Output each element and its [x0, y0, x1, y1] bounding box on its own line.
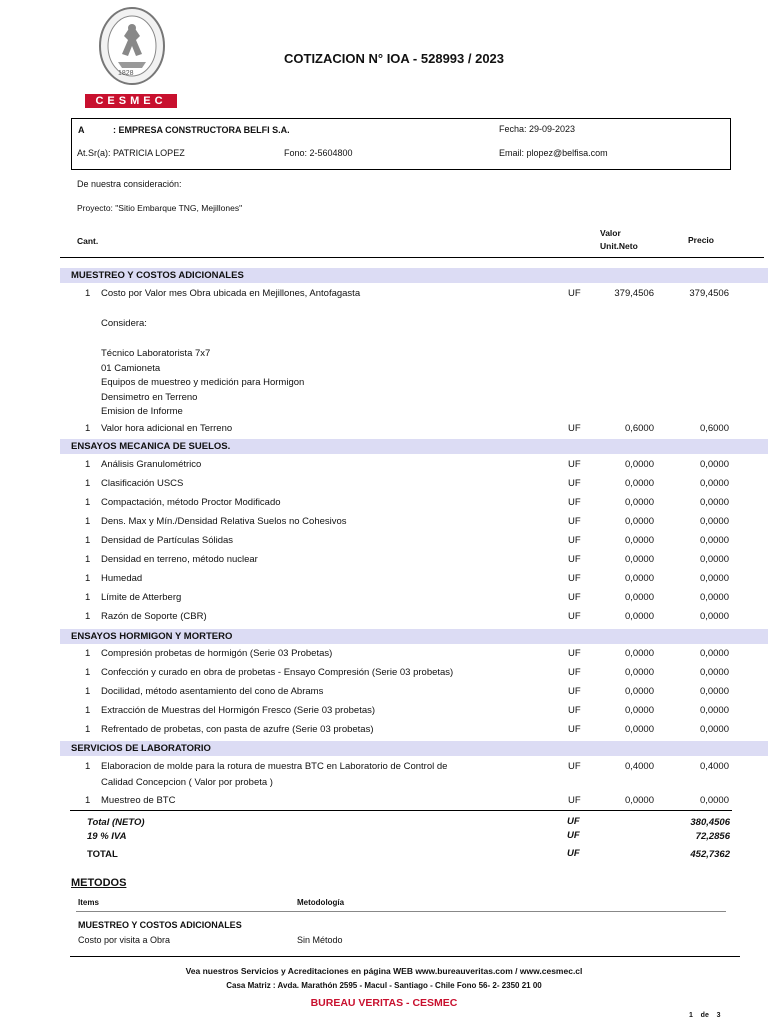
- header-divider: [60, 257, 764, 258]
- total-label: TOTAL: [87, 849, 118, 860]
- table-row: 1 Extracción de Muestras del Hormigón Fresco (Serie 03 probetas) UF 0,0000 0,0000: [85, 705, 729, 716]
- iva-uf: UF: [567, 830, 580, 841]
- table-row: 1 Densidad en terreno, método nuclear UF 0,0000 0,0000: [85, 554, 729, 565]
- metodos-title: METODOS: [71, 877, 127, 889]
- metodos-method: Sin Método: [297, 935, 343, 945]
- client-a-label: A: [78, 125, 85, 135]
- considera-label: Considera:: [101, 318, 147, 329]
- table-row: 1 Razón de Soporte (CBR) UF 0,0000 0,0000: [85, 611, 729, 622]
- table-row: 1 Refrentado de probetas, con pasta de azufre (Serie 03 probetas) UF 0,0000 0,0000: [85, 724, 729, 735]
- client-attn: At.Sr(a): PATRICIA LOPEZ: [77, 148, 185, 158]
- footer-web: Vea nuestros Servicios y Acreditaciones en página WEB www.bureauveritas.com / www.cesmec.cl: [185, 966, 583, 976]
- client-company: : EMPRESA CONSTRUCTORA BELFI S.A.: [113, 125, 290, 135]
- col-precio: Precio: [688, 235, 714, 245]
- iva-value: 72,2856: [695, 831, 730, 842]
- list-item: Técnico Laboratorista 7x7: [101, 348, 211, 359]
- table-row: 1 Costo por Valor mes Obra ubicada en Mejillones, Antofagasta UF 379,4506 379,4506: [85, 288, 729, 299]
- section-muestreo: MUESTREO Y COSTOS ADICIONALES: [60, 268, 768, 283]
- col-unit-neto: Unit.Neto: [600, 241, 638, 251]
- document-title: COTIZACION N° IOA - 528993 / 2023: [284, 51, 505, 66]
- table-row: 1 Compactación, método Proctor Modificado UF 0,0000 0,0000: [85, 497, 729, 508]
- list-item: Equipos de muestreo y medición para Hormigon: [101, 377, 305, 388]
- section-hormigon: ENSAYOS HORMIGON Y MORTERO: [60, 629, 768, 644]
- metodos-item: Costo por visita a Obra: [78, 935, 171, 945]
- table-row: 1 Confección y curado en obra de probetas - Ensayo Compresión (Serie 03 probetas) UF 0,0000 0,0000: [85, 667, 729, 678]
- total-neto-uf: UF: [567, 816, 580, 827]
- metodos-divider: [76, 911, 726, 912]
- table-row: 1 Compresión probetas de hormigón (Serie 03 Probetas) UF 0,0000 0,0000: [85, 648, 729, 659]
- section-laboratorio: SERVICIOS DE LABORATORIO: [60, 741, 768, 756]
- project: Proyecto: "Sitio Embarque TNG, Mejillones": [77, 203, 243, 213]
- footer-address: Casa Matriz : Avda. Marathón 2595 - Macul - Santiago - Chile Fono 56- 2- 2350 21 00: [226, 981, 542, 990]
- quote-date: Fecha: 29-09-2023: [499, 124, 576, 134]
- table-row: 1 Clasificación USCS UF 0,0000 0,0000: [85, 478, 729, 489]
- col-valor: Valor: [600, 228, 621, 238]
- considera-list: [101, 347, 304, 420]
- table-row: 1 Límite de Atterberg UF 0,0000 0,0000: [85, 592, 729, 603]
- page-number: 1 de 3: [689, 1012, 721, 1019]
- cesmec-logo: CESMEC: [85, 94, 177, 108]
- footer-brand: BUREAU VERITAS - CESMEC: [310, 997, 458, 1009]
- list-item: Densimetro en Terreno: [101, 391, 198, 403]
- total-value: 452,7362: [690, 849, 730, 860]
- total-uf: UF: [567, 848, 580, 859]
- metodos-group: MUESTREO Y COSTOS ADICIONALES: [78, 920, 242, 930]
- table-row: 1 Dens. Max y Mín./Densidad Relativa Suelos no Cohesivos UF 0,0000 0,0000: [85, 516, 729, 527]
- metodos-col-metodologia: Metodología: [297, 898, 345, 907]
- table-row: 1 Humedad UF 0,0000 0,0000: [85, 573, 729, 584]
- table-row: 1 Docilidad, método asentamiento del cono de Abrams UF 0,0000 0,0000: [85, 686, 729, 697]
- table-row: 1 Densidad de Partículas Sólidas UF 0,0000 0,0000: [85, 535, 729, 546]
- section-suelos: ENSAYOS MECANICA DE SUELOS.: [60, 439, 768, 454]
- total-neto-value: 380,4506: [690, 817, 730, 828]
- table-row: 1 Muestreo de BTC UF 0,0000 0,0000: [85, 795, 729, 806]
- table-row: 1 Valor hora adicional en Terreno UF 0,6000 0,6000: [85, 423, 729, 434]
- list-item: Emision de Informe: [101, 406, 183, 417]
- table-row: 1 Elaboracion de molde para la rotura de muestra BTC en Laboratorio de Control de UF 0,4000 0,4000: [85, 761, 729, 772]
- iva-label: 19 % IVA: [87, 831, 127, 842]
- greeting: De nuestra consideración:: [77, 179, 182, 189]
- col-cant: Cant.: [77, 236, 99, 246]
- table-row: 1 Análisis Granulométrico UF 0,0000 0,0000: [85, 459, 729, 470]
- metodos-col-items: Items: [78, 898, 99, 907]
- client-phone: Fono: 2-5604800: [284, 148, 353, 158]
- footer-divider: [70, 956, 740, 957]
- logo-year: 1828: [118, 70, 134, 77]
- list-item: 01 Camioneta: [101, 362, 161, 374]
- row-desc-continued: Calidad Concepcion ( Valor por probeta ): [101, 777, 273, 788]
- total-neto-label: Total (NETO): [87, 817, 145, 828]
- client-email: Email: plopez@belfisa.com: [499, 148, 608, 158]
- totals-divider: [70, 810, 732, 811]
